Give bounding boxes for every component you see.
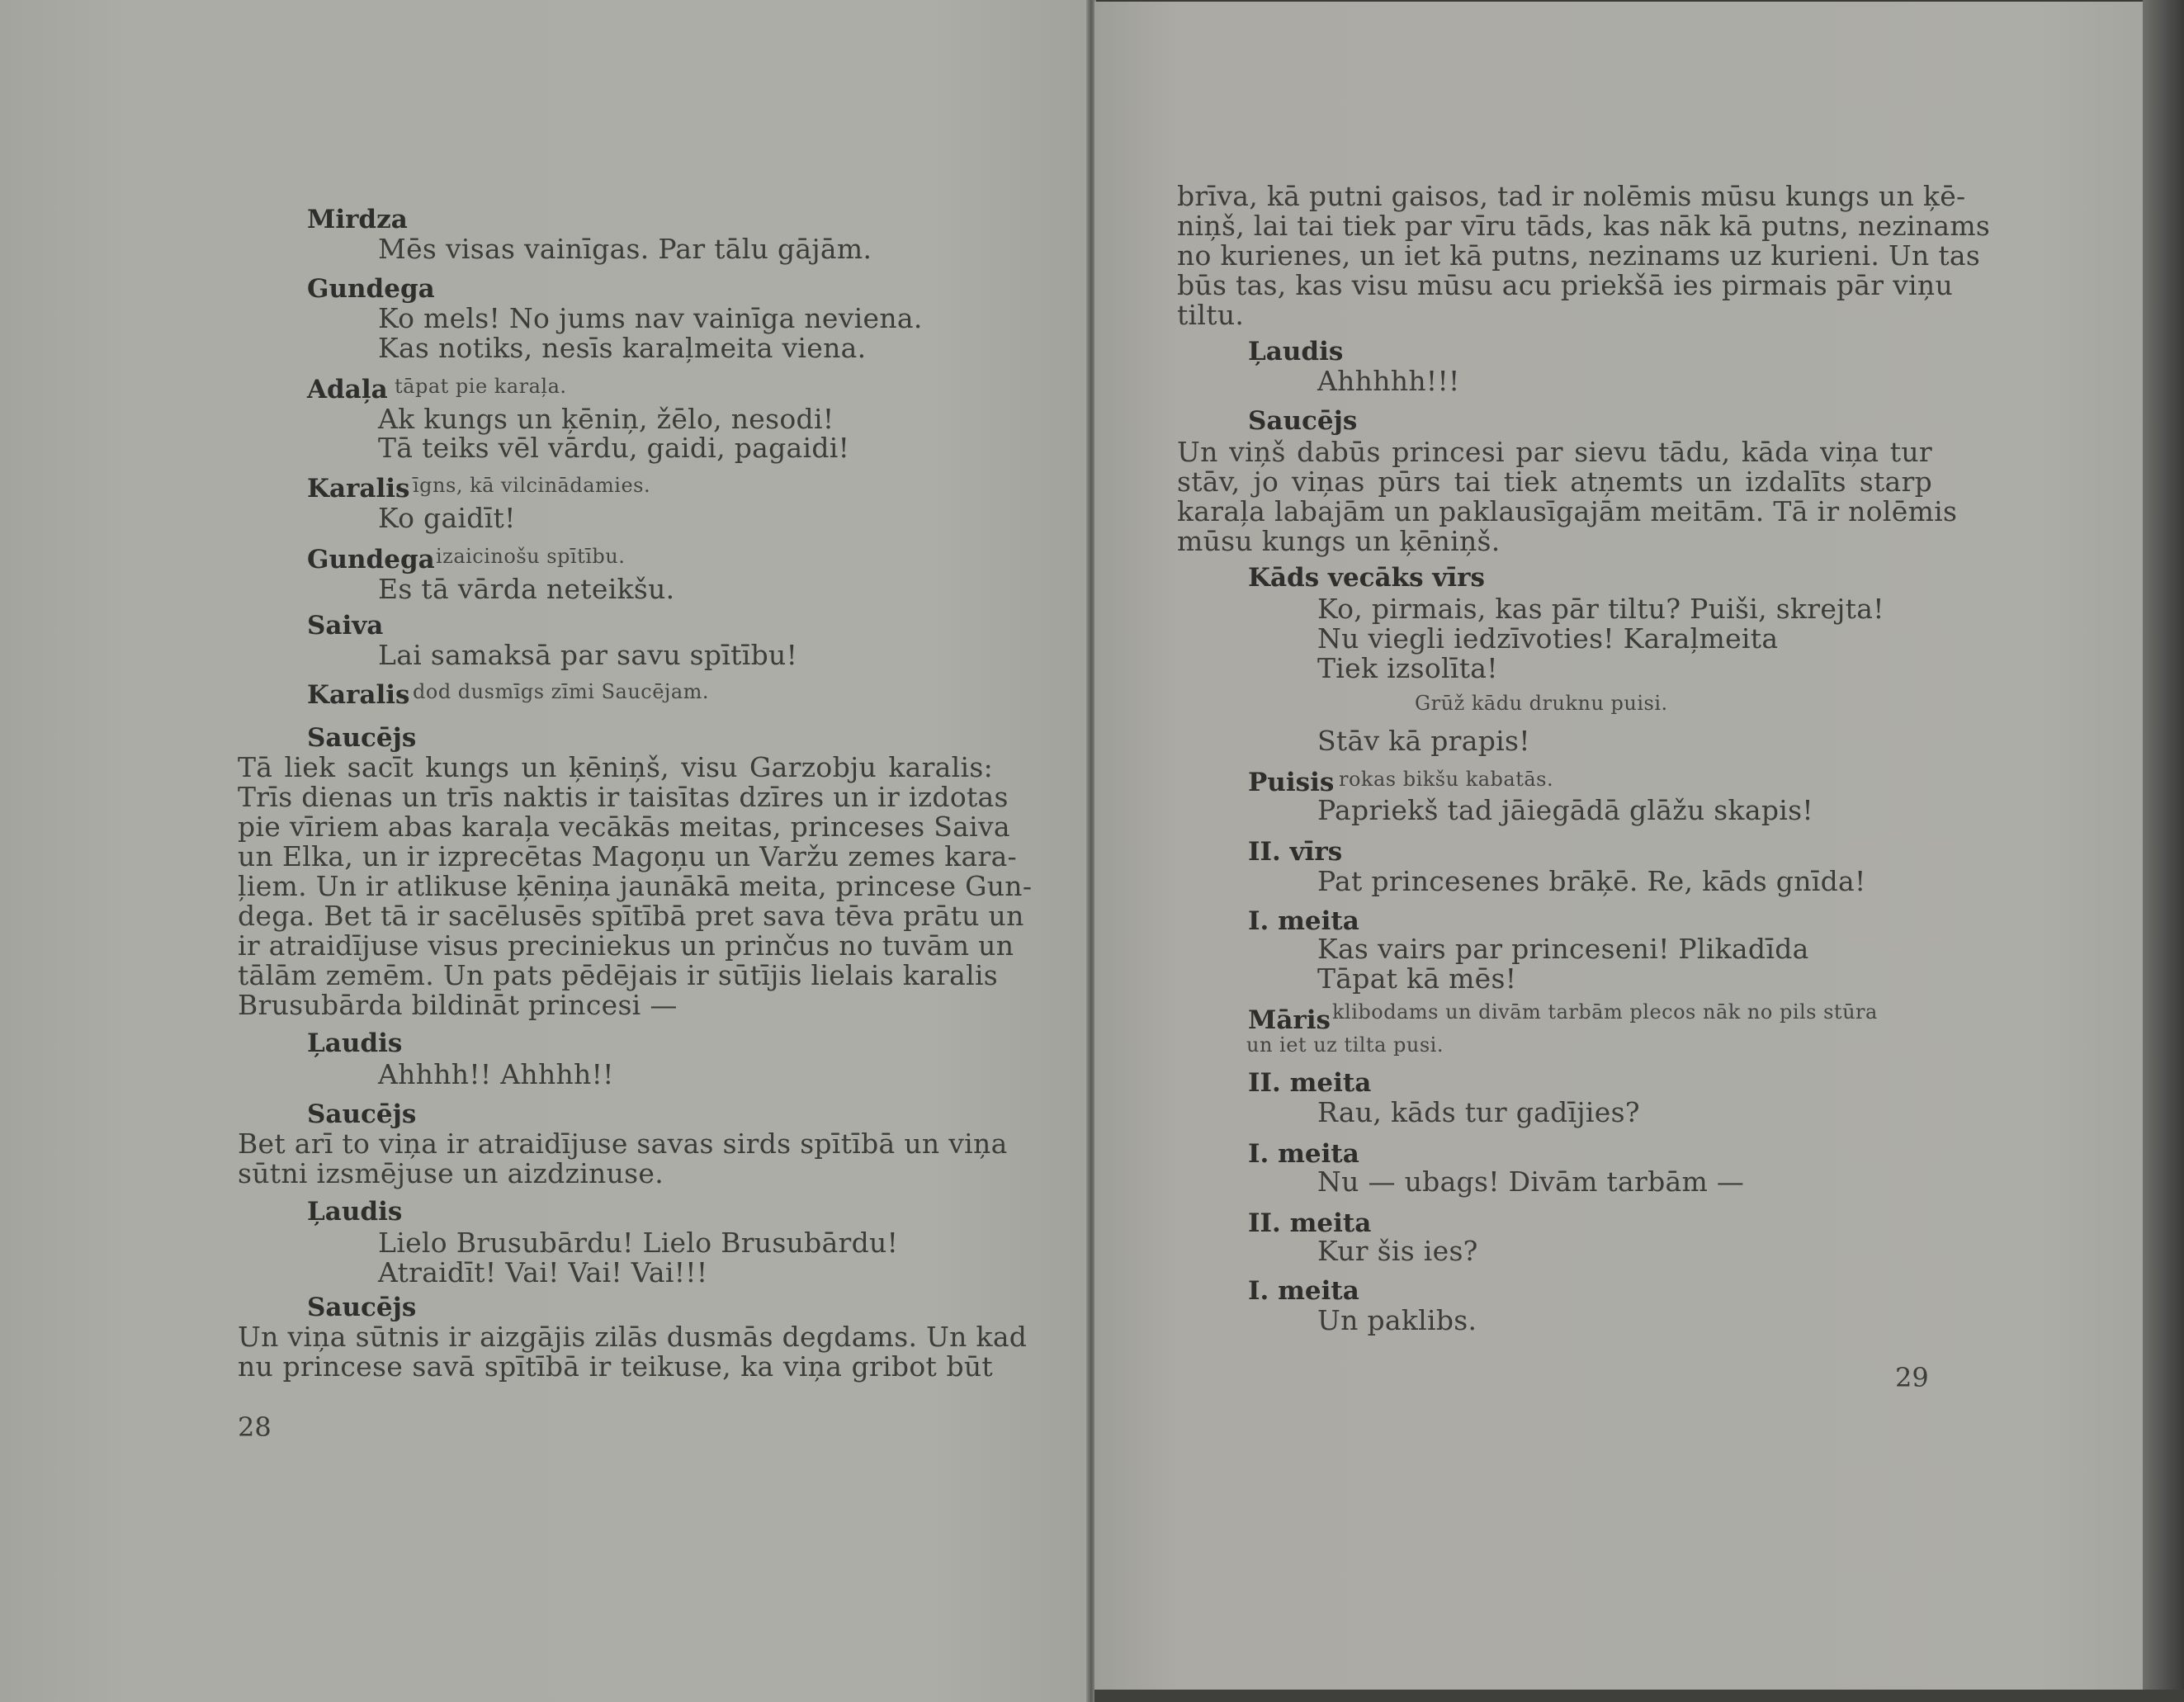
verse-line: Papriekš tad jāiegādā glāžu skapis!	[1317, 794, 1813, 826]
prose-line: Tā liek sacīt kungs un ķēniņš, visu Garzobju karalis:	[238, 751, 993, 783]
speaker-name: II. meita	[1248, 1208, 1372, 1238]
speaker-name: Ļaudis	[307, 1197, 403, 1227]
prose-line: niņš, lai tai tiek par vīru tāds, kas nāk kā putns, nezinams	[1177, 210, 1991, 242]
prose-line: sūtni izsmējuse un aizdzinuse.	[238, 1157, 664, 1189]
speaker-name: Kāds vecāks vīrs	[1248, 563, 1485, 593]
verse-line: Es tā vārda neteikšu.	[378, 573, 675, 605]
prose-line: Un viņa sūtnis ir aizgājis zilās dusmās degdams. Un kad	[238, 1321, 1028, 1353]
prose-line: tiltu.	[1177, 299, 1245, 331]
prose-line: Brusubārda bildināt princesi —	[238, 989, 678, 1021]
speaker-name: I. meita	[1248, 1139, 1359, 1169]
prose-line: ļiem. Un ir atlikuse ķēniņa jaunākā meita, princese Gun-	[238, 870, 1033, 902]
verse-line: Ak kungs un ķēniņ, žēlo, nesodi!	[378, 403, 834, 435]
speaker-name: Puisis	[1248, 768, 1335, 797]
prose-line: brīva, kā putni gaisos, tad ir nolēmis mūsu kungs un ķē-	[1177, 180, 1966, 212]
stage-direction: īgns, kā vilcinādamies.	[413, 474, 651, 497]
verse-line: Lai samaksā par savu spītību!	[378, 639, 798, 671]
prose-line: nu princese savā spītībā ir teikuse, ka viņa gribot būt	[238, 1350, 993, 1383]
verse-line: Un paklibs.	[1317, 1304, 1477, 1336]
prose-line: dega. Bet tā ir sacēlusēs spītībā pret sava tēva prātu un	[238, 900, 1024, 932]
prose-line: karaļa labajām un paklausīgajām meitām. Tā ir nolēmis	[1177, 495, 1958, 527]
stage-direction: rokas bikšu kabatās.	[1339, 768, 1554, 791]
speaker-name: Saucējs	[307, 1099, 417, 1129]
speaker-name: Gundega	[307, 545, 435, 574]
speaker-name: Saiva	[307, 611, 384, 641]
prose-line: un Elka, un ir izprecētas Magoņu un Varžu zemes kara-	[238, 840, 1018, 872]
verse-line: Stāv kā prapis!	[1317, 725, 1530, 757]
speaker-name: II. meita	[1248, 1068, 1372, 1098]
speaker-name: Saucējs	[307, 1293, 417, 1322]
prose-line: Bet arī to viņa ir atraidījuse savas sirds spītībā un viņa	[238, 1128, 1008, 1160]
page-edge-shadow	[2143, 0, 2184, 1702]
speaker-name: Karalis	[307, 474, 410, 504]
stage-direction: izaicinošu spītību.	[436, 545, 626, 568]
prose-line: ir atraidījuse visus preciniekus un prinčus no tuvām un	[238, 929, 1014, 962]
verse-line: Lielo Brusubārdu! Lielo Brusubārdu!	[378, 1227, 899, 1259]
speaker-name: Saucējs	[307, 723, 417, 753]
verse-line: Nu viegli iedzīvoties! Karaļmeita	[1317, 622, 1779, 655]
prose-line: tālām zemēm. Un pats pēdējais ir sūtījis lielais karalis	[238, 959, 999, 991]
speaker-name: II. vīrs	[1248, 837, 1343, 867]
verse-line: Pat princesenes brāķē. Re, kāds gnīda!	[1317, 865, 1866, 897]
verse-line: Ko, pirmais, kas pār tiltu? Puiši, skrejta!	[1317, 593, 1884, 625]
verse-line: Ahhhhh!!!	[1317, 365, 1460, 397]
verse-line: Atraidīt! Vai! Vai! Vai!!!	[378, 1256, 708, 1288]
speaker-name: I. meita	[1248, 1276, 1359, 1306]
page-number: 29	[1895, 1362, 1929, 1393]
page-bottom-shadow	[1094, 1690, 2184, 1702]
prose-line: būs tas, kas visu mūsu acu priekšā ies pirmais pār viņu	[1177, 269, 1953, 301]
speaker-name: Māris	[1248, 1005, 1331, 1035]
speaker-name: I. meita	[1248, 906, 1359, 936]
prose-line: mūsu kungs un ķēniņš.	[1177, 525, 1501, 557]
verse-line: Nu — ubags! Divām tarbām —	[1317, 1165, 1745, 1198]
verse-line: Ko mels! No jums nav vainīga neviena.	[378, 302, 923, 334]
verse-line: Tiek izsolīta!	[1317, 652, 1498, 684]
stage-direction: klibodams un divām tarbām plecos nāk no pils stūra	[1332, 1000, 1878, 1024]
prose-line: stāv, jo viņas pūrs tai tiek atņemts un izdalīts starp	[1177, 466, 1932, 498]
stage-direction: Grūž kādu druknu puisi.	[1415, 692, 1668, 715]
stage-direction: un iet uz tilta pusi.	[1246, 1033, 1444, 1057]
speaker-name: Adaļa	[307, 375, 388, 404]
stage-direction: tāpat pie karaļa.	[395, 375, 567, 398]
verse-line: Tā teiks vēl vārdu, gaidi, pagaidi!	[378, 432, 850, 464]
prose-line: Trīs dienas un trīs naktis ir taisītas dzīres un ir izdotas	[238, 781, 1009, 813]
speaker-name: Gundega	[307, 274, 435, 304]
prose-line: pie vīriem abas karaļa vecākās meitas, princeses Saiva	[238, 811, 1010, 843]
verse-line: Kur šis ies?	[1317, 1235, 1478, 1267]
verse-line: Ahhhh!! Ahhhh!!	[378, 1058, 614, 1090]
prose-line: Un viņš dabūs princesi par sievu tādu, kāda viņa tur	[1177, 436, 1932, 468]
verse-line: Tāpat kā mēs!	[1317, 962, 1517, 995]
speaker-name: Ļaudis	[307, 1028, 403, 1058]
verse-line: Kas vairs par princeseni! Plikadīda	[1317, 933, 1809, 965]
verse-line: Mēs visas vainīgas. Par tālu gājām.	[378, 233, 872, 265]
stage-direction: dod dusmīgs zīmi Saucējam.	[413, 680, 710, 703]
page-number: 28	[238, 1411, 272, 1443]
speaker-name: Mirdza	[307, 205, 408, 234]
verse-line: Ko gaidīt!	[378, 502, 516, 534]
verse-line: Rau, kāds tur gadījies?	[1317, 1096, 1640, 1128]
speaker-name: Ļaudis	[1248, 337, 1344, 366]
speaker-name: Karalis	[307, 680, 410, 710]
speaker-name: Saucējs	[1248, 406, 1358, 436]
prose-line: no kurienes, un iet kā putns, nezinams uz kurieni. Un tas	[1177, 239, 1981, 272]
verse-line: Kas notiks, nesīs karaļmeita viena.	[378, 332, 867, 364]
